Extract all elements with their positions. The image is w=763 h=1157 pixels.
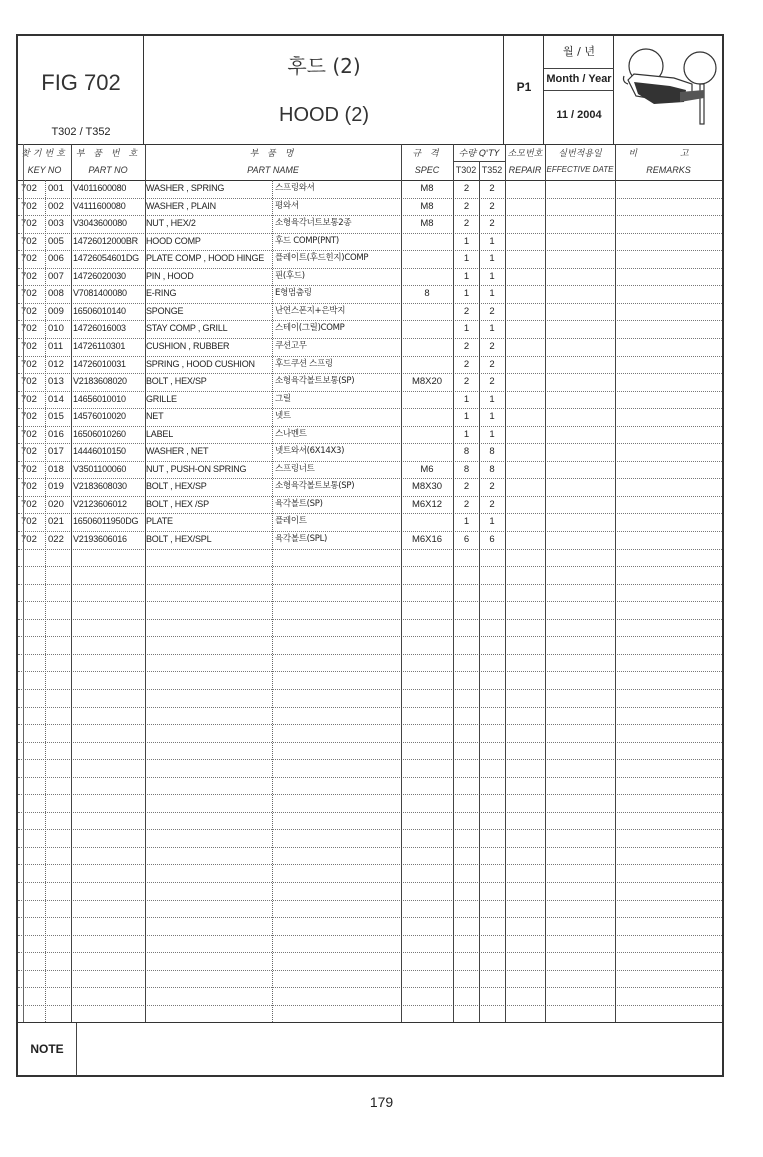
cell-part: V4111600080 <box>73 200 126 211</box>
cell-key: 702 <box>21 253 37 265</box>
note-section <box>18 1022 722 1076</box>
cell-q2: 2 <box>489 218 495 230</box>
cell-part: 16506010140 <box>73 305 126 316</box>
cell-sub: 022 <box>48 534 64 545</box>
cell-q1: 1 <box>463 393 470 405</box>
table-row <box>18 233 722 252</box>
cell-q2: 8 <box>489 446 495 458</box>
cell-q2: 1 <box>489 428 495 440</box>
cell-part: 14726010031 <box>73 358 126 369</box>
cell-key: 702 <box>21 323 37 335</box>
cell-q1: 8 <box>463 446 470 458</box>
cell-q1: 8 <box>463 463 470 475</box>
cell-spec: M8 <box>420 183 434 194</box>
cell-spec: M8 <box>420 200 434 212</box>
cell-q1: 1 <box>463 288 470 300</box>
col-line <box>272 180 273 1022</box>
cell-ko: 플레이트(후드힌지)COMP <box>275 253 369 264</box>
col-name-ko: 부 품 명 <box>249 149 297 159</box>
page-code: P1 <box>516 80 532 94</box>
cell-ko: 그릴 <box>275 393 291 404</box>
cell-part: V2193606016 <box>73 534 127 544</box>
col-line <box>401 144 402 1022</box>
cell-sub: 015 <box>48 411 64 423</box>
cell-sub: 005 <box>48 235 64 247</box>
cell-sub: 001 <box>48 183 64 194</box>
note-label: NOTE <box>18 1023 77 1076</box>
empty-row <box>18 636 722 655</box>
col-qty-t302: T302 <box>455 165 477 175</box>
cell-spec: 8 <box>424 288 430 300</box>
empty-row <box>18 794 722 813</box>
cell-sub: 021 <box>48 516 64 528</box>
cell-en: WASHER , NET <box>146 446 209 457</box>
date-label-english: Month / Year <box>544 68 614 91</box>
cell-sub: 009 <box>48 305 64 317</box>
cell-q2: 1 <box>489 288 495 300</box>
model-label: T302 / T352 <box>51 126 111 138</box>
cell-q1: 2 <box>463 200 470 212</box>
cell-part: 14726016003 <box>73 323 126 334</box>
cell-spec: M8X20 <box>411 376 443 388</box>
cell-q2: 1 <box>489 393 495 405</box>
table-row <box>18 513 722 532</box>
cell-q1: 1 <box>463 428 470 440</box>
col-line <box>479 161 480 1022</box>
cell-part: 14446010150 <box>73 446 126 457</box>
cell-part: V3501100060 <box>73 463 127 474</box>
cell-ko: 후드쿠션 스프링 <box>275 358 333 369</box>
cell-q1: 1 <box>463 516 470 528</box>
table-row <box>18 373 722 392</box>
table-row <box>18 215 722 234</box>
col-repair-en: REPAIR <box>508 165 542 175</box>
cell-en: WASHER , PLAIN <box>146 200 216 211</box>
cell-key: 702 <box>21 393 37 405</box>
cell-ko: 육각볼트(SPL) <box>275 534 328 544</box>
empty-row <box>18 917 722 936</box>
cell-q2: 6 <box>489 534 495 545</box>
table-row <box>18 461 722 480</box>
cell-sub: 016 <box>48 428 64 440</box>
table-row <box>18 478 722 497</box>
cell-sub: 011 <box>48 340 64 352</box>
date-value: 11 / 2004 <box>556 109 602 121</box>
cell-q2: 1 <box>489 253 495 265</box>
table-row <box>18 180 722 199</box>
empty-row <box>18 952 722 971</box>
cell-key: 702 <box>21 534 37 545</box>
cell-key: 702 <box>21 516 37 528</box>
cell-en: LABEL <box>146 428 174 439</box>
cell-en: GRILLE <box>146 393 177 404</box>
table-row <box>18 250 722 269</box>
table-row <box>18 338 722 357</box>
cell-en: SPRING , HOOD CUSHION <box>146 358 255 369</box>
cell-sub: 013 <box>48 376 64 388</box>
cell-key: 702 <box>21 463 37 475</box>
cell-part: 14726012000BR <box>73 235 138 246</box>
cell-sub: 017 <box>48 446 64 458</box>
cell-en: CUSHION , RUBBER <box>146 340 230 351</box>
col-remarks-en: REMARKS <box>646 165 691 175</box>
page-code-block <box>504 36 544 144</box>
cell-q1: 2 <box>463 481 470 493</box>
table-row <box>18 356 722 375</box>
cell-en: NUT , HEX/2 <box>146 218 196 229</box>
cell-ko: 소형육각너트보통2종 <box>275 218 352 229</box>
col-qty-t352: T352 <box>481 165 503 175</box>
cell-q2: 2 <box>489 340 495 352</box>
cell-ko: 육각볼트(SP) <box>275 498 323 509</box>
empty-row <box>18 724 722 743</box>
empty-row <box>18 619 722 638</box>
cell-key: 702 <box>21 200 37 212</box>
col-effective-ko: 실번적용일 <box>558 149 602 159</box>
cell-en: NUT , PUSH-ON SPRING <box>146 463 247 474</box>
cell-q2: 2 <box>489 481 495 493</box>
title-english: HOOD (2) <box>279 104 369 126</box>
col-remarks-ko: 비 고 <box>628 149 709 159</box>
empty-row <box>18 812 722 831</box>
cell-ko: 스테이(그릴)COMP <box>275 323 345 334</box>
col-part-ko: 부 품 번 호 <box>75 149 141 159</box>
cell-sub: 003 <box>48 218 64 230</box>
cell-q2: 1 <box>489 516 495 528</box>
cell-ko: 소형육각볼트보통(SP) <box>275 481 355 492</box>
cell-key: 702 <box>21 446 37 458</box>
cell-q1: 1 <box>463 323 470 335</box>
cell-spec: M8X30 <box>411 481 443 493</box>
cell-sub: 007 <box>48 270 64 282</box>
cell-sub: 019 <box>48 481 64 493</box>
figure-block <box>18 36 144 144</box>
cell-ko: 핀(후드) <box>275 270 305 281</box>
table-row <box>18 426 722 445</box>
cell-ko: 평와셔 <box>275 200 299 211</box>
cell-part: 16506011950DG <box>73 516 139 527</box>
cell-key: 702 <box>21 270 37 282</box>
col-line <box>71 144 72 1022</box>
cell-en: PLATE COMP , HOOD HINGE <box>146 253 265 264</box>
table-row <box>18 496 722 515</box>
col-repair-ko: 소모번호 <box>507 149 543 159</box>
empty-row <box>18 707 722 726</box>
col-key-ko: 찾기번호 <box>21 149 68 159</box>
col-qty: 수량 Q'TY <box>458 149 500 159</box>
col-name-en: PART NAME <box>247 165 299 175</box>
cell-q1: 2 <box>463 376 470 388</box>
cell-ko: 후드 COMP(PNT) <box>275 235 339 246</box>
col-effective-en: EFFECTIVE DATE <box>546 165 614 174</box>
cell-sub: 010 <box>48 323 64 335</box>
cell-part: 16506010260 <box>73 428 126 439</box>
empty-row <box>18 882 722 901</box>
col-spec-en: SPEC <box>414 165 440 175</box>
cell-ko: 난연스폰지+은박지 <box>275 305 346 316</box>
cell-sub: 018 <box>48 463 64 475</box>
cell-q2: 8 <box>489 463 495 475</box>
empty-row <box>18 847 722 866</box>
empty-row <box>18 601 722 620</box>
cell-key: 702 <box>21 235 37 247</box>
cell-q1: 1 <box>463 270 470 282</box>
cell-ko: E형멈춤링 <box>275 288 312 299</box>
cell-part: V2183608020 <box>73 376 127 387</box>
empty-row <box>18 759 722 778</box>
table-row <box>18 531 722 550</box>
cell-key: 702 <box>21 218 37 230</box>
cell-ko: 소형육각볼트보통(SP) <box>275 376 355 387</box>
page-number: 179 <box>369 1094 394 1110</box>
col-line <box>545 144 546 1022</box>
cell-ko: 넷트 <box>275 411 291 422</box>
parts-list-sheet <box>16 34 724 1077</box>
cell-q2: 2 <box>489 200 495 212</box>
cell-q1: 2 <box>463 218 470 230</box>
cell-key: 702 <box>21 376 37 388</box>
cell-part: 14726110301 <box>73 340 126 351</box>
title-korean: 후드 (2) <box>287 54 361 78</box>
col-line <box>453 144 454 1022</box>
col-line <box>145 144 146 1022</box>
sheet-header <box>18 36 722 145</box>
col-line <box>45 180 46 1022</box>
cell-key: 702 <box>21 428 37 440</box>
cell-key: 702 <box>21 358 37 370</box>
cell-ko: 스프링너트 <box>275 463 315 474</box>
col-line <box>23 144 24 1022</box>
cell-part: 14656010010 <box>73 393 126 404</box>
cell-sub: 012 <box>48 358 64 370</box>
cell-part: V3043600080 <box>73 218 127 229</box>
col-part-en: PART NO <box>88 165 128 175</box>
empty-row <box>18 970 722 989</box>
cell-en: HOOD COMP <box>146 235 201 246</box>
empty-row <box>18 987 722 1006</box>
empty-row <box>18 829 722 848</box>
cell-key: 702 <box>21 305 37 317</box>
cell-part: 14726020030 <box>73 270 126 281</box>
cell-sub: 014 <box>48 393 64 405</box>
col-spec-ko: 규 격 <box>412 149 442 159</box>
cell-en: PLATE <box>146 516 173 527</box>
figure-title: FIG 702 <box>41 70 121 95</box>
date-label-korean: 월 / 년 <box>544 36 614 69</box>
col-line <box>615 144 616 1022</box>
cell-q1: 2 <box>463 305 470 317</box>
cell-en: E-RING <box>146 288 177 299</box>
cell-spec: M6X12 <box>411 498 443 510</box>
cell-sub: 002 <box>48 200 64 212</box>
empty-row <box>18 1005 722 1024</box>
cell-ko: 넷트와셔(6X14X3) <box>275 446 345 457</box>
cell-q1: 2 <box>463 183 470 194</box>
cell-q2: 2 <box>489 183 495 194</box>
cell-part: 14726054601DG <box>73 253 139 264</box>
date-block <box>544 36 614 144</box>
cell-q2: 1 <box>489 323 495 335</box>
empty-row <box>18 935 722 954</box>
tractor-illustration-icon <box>614 36 722 144</box>
cell-key: 702 <box>21 288 37 300</box>
cell-key: 702 <box>21 183 37 194</box>
cell-ko: 스나멘트 <box>275 428 307 439</box>
column-header <box>18 144 722 181</box>
cell-part: V2183608030 <box>73 481 127 492</box>
cell-en: WASHER , SPRING <box>146 183 225 193</box>
cell-key: 702 <box>21 340 37 352</box>
cell-part: V2123606012 <box>73 498 127 509</box>
cell-spec: M6 <box>420 463 434 475</box>
table-row <box>18 285 722 304</box>
table-row <box>18 268 722 287</box>
cell-ko: 쿠션고무 <box>275 340 307 351</box>
cell-key: 702 <box>21 481 37 493</box>
cell-q1: 2 <box>463 358 470 370</box>
cell-en: BOLT , HEX/SPL <box>146 534 212 544</box>
cell-q1: 2 <box>463 340 470 352</box>
empty-row <box>18 864 722 883</box>
cell-q1: 1 <box>463 235 470 247</box>
cell-en: BOLT , HEX/SP <box>146 376 207 387</box>
cell-key: 702 <box>21 498 37 510</box>
cell-q2: 1 <box>489 270 495 282</box>
cell-q2: 2 <box>489 498 495 510</box>
col-key-en: KEY NO <box>27 165 62 175</box>
cell-en: NET <box>146 411 164 422</box>
empty-row <box>18 654 722 673</box>
cell-q1: 6 <box>463 534 470 545</box>
cell-q1: 2 <box>463 498 470 510</box>
cell-ko: 스프링와셔 <box>275 183 315 193</box>
cell-en: SPONGE <box>146 305 184 316</box>
table-row <box>18 320 722 339</box>
cell-en: STAY COMP , GRILL <box>146 323 228 334</box>
cell-en: PIN , HOOD <box>146 270 194 281</box>
cell-part: V7081400080 <box>73 288 127 299</box>
col-line <box>505 144 506 1022</box>
cell-key: 702 <box>21 411 37 423</box>
table-row <box>18 391 722 410</box>
cell-q1: 1 <box>463 253 470 265</box>
cell-sub: 006 <box>48 253 64 265</box>
cell-q2: 1 <box>489 235 495 247</box>
table-row <box>18 443 722 462</box>
cell-part: V4011600080 <box>73 183 127 193</box>
cell-part: 14576010020 <box>73 411 126 422</box>
empty-row <box>18 566 722 585</box>
cell-q2: 2 <box>489 358 495 370</box>
cell-ko: 플레이트 <box>275 516 307 527</box>
cell-spec: M8 <box>420 218 434 230</box>
table-row <box>18 198 722 217</box>
parts-table <box>18 180 722 1022</box>
cell-sub: 008 <box>48 288 64 300</box>
empty-row <box>18 671 722 690</box>
empty-row <box>18 777 722 796</box>
table-row <box>18 303 722 322</box>
title-block <box>144 36 504 144</box>
tractor-logo <box>614 36 722 144</box>
cell-en: BOLT , HEX/SP <box>146 481 207 492</box>
cell-q2: 2 <box>489 305 495 317</box>
cell-q2: 2 <box>489 376 495 388</box>
empty-row <box>18 900 722 919</box>
cell-q1: 1 <box>463 411 470 423</box>
empty-row <box>18 689 722 708</box>
cell-q2: 1 <box>489 411 495 423</box>
cell-spec: M6X16 <box>411 534 443 545</box>
empty-row <box>18 549 722 568</box>
empty-row <box>18 742 722 761</box>
empty-row <box>18 584 722 603</box>
cell-sub: 020 <box>48 498 64 510</box>
cell-en: BOLT , HEX /SP <box>146 498 209 509</box>
table-row <box>18 408 722 427</box>
